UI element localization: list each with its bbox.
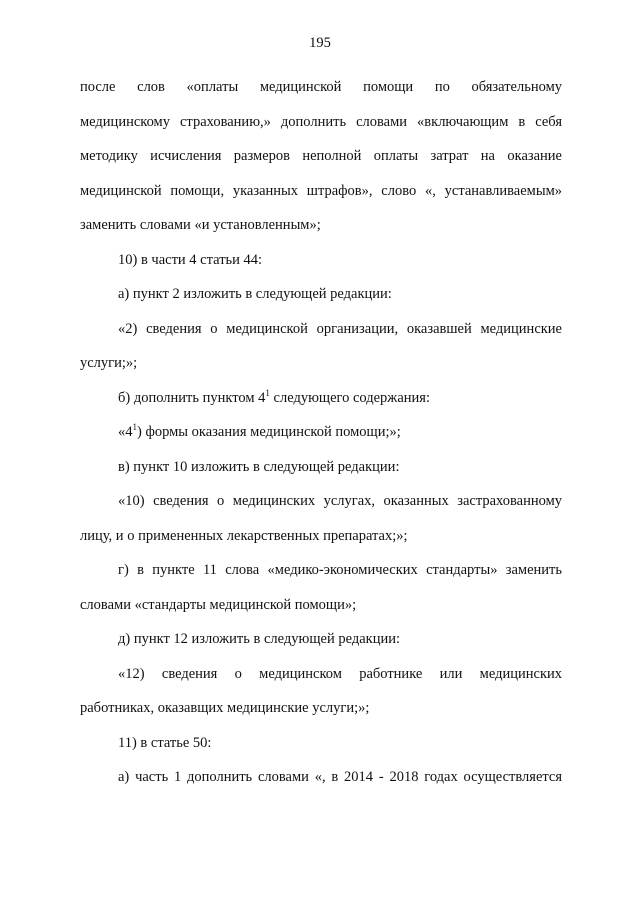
superscript: 1 bbox=[265, 387, 270, 398]
text-line bbox=[80, 381, 562, 416]
document-body bbox=[80, 70, 562, 795]
text-line: медицинской помощи, указанных штрафов», слово «, устанавливаемым» bbox=[80, 182, 562, 199]
text-line: «2) сведения о медицинской организации, оказавшей медицинские bbox=[118, 320, 562, 337]
text-line: услуги;»; bbox=[80, 355, 138, 371]
text-segment: «4 bbox=[118, 424, 133, 440]
text-line: словами «стандарты медицинской помощи»; bbox=[80, 596, 357, 613]
text-line bbox=[80, 415, 562, 450]
text-segment: б) дополнить пунктом 4 bbox=[118, 389, 266, 406]
text-line: заменить словами «и установленным»; bbox=[80, 217, 321, 233]
text-segment: следующего содержания: bbox=[269, 389, 430, 406]
text-line: медицинскому страхованию,» дополнить словами «включающим в себя bbox=[80, 113, 562, 130]
text-line: г) в пункте 11 слова «медико-экономических стандарты» заменить bbox=[118, 562, 562, 578]
page-number: 195 bbox=[309, 35, 331, 51]
text-line: лицу, и о примененных лекарственных препаратах;»; bbox=[80, 527, 408, 544]
text-line: методику исчисления размеров неполной оплаты затрат на оказание bbox=[80, 148, 562, 164]
text-line: а) часть 1 дополнить словами «, в 2014 - 2018 годах осуществляется bbox=[118, 769, 562, 785]
text-line: д) пункт 12 изложить в следующей редакции: bbox=[118, 631, 400, 647]
text-line: а) пункт 2 изложить в следующей редакции: bbox=[118, 286, 392, 302]
text-line: «12) сведения о медицинском работнике или медицинских bbox=[118, 665, 562, 682]
text-line: после слов «оплаты медицинской помощи по обязательному bbox=[80, 79, 562, 95]
text-line: в) пункт 10 изложить в следующей редакции: bbox=[118, 458, 400, 475]
text-line: 11) в статье 50: bbox=[118, 734, 212, 751]
text-line: «10) сведения о медицинских услугах, оказанных застрахованному bbox=[118, 493, 562, 509]
text-line: 10) в части 4 статьи 44: bbox=[118, 251, 263, 268]
text-segment: ) формы оказания медицинской помощи;»; bbox=[137, 424, 401, 440]
text-line: работниках, оказавщих медицинские услуги;»; bbox=[80, 700, 370, 716]
superscript: 1 bbox=[132, 422, 137, 432]
